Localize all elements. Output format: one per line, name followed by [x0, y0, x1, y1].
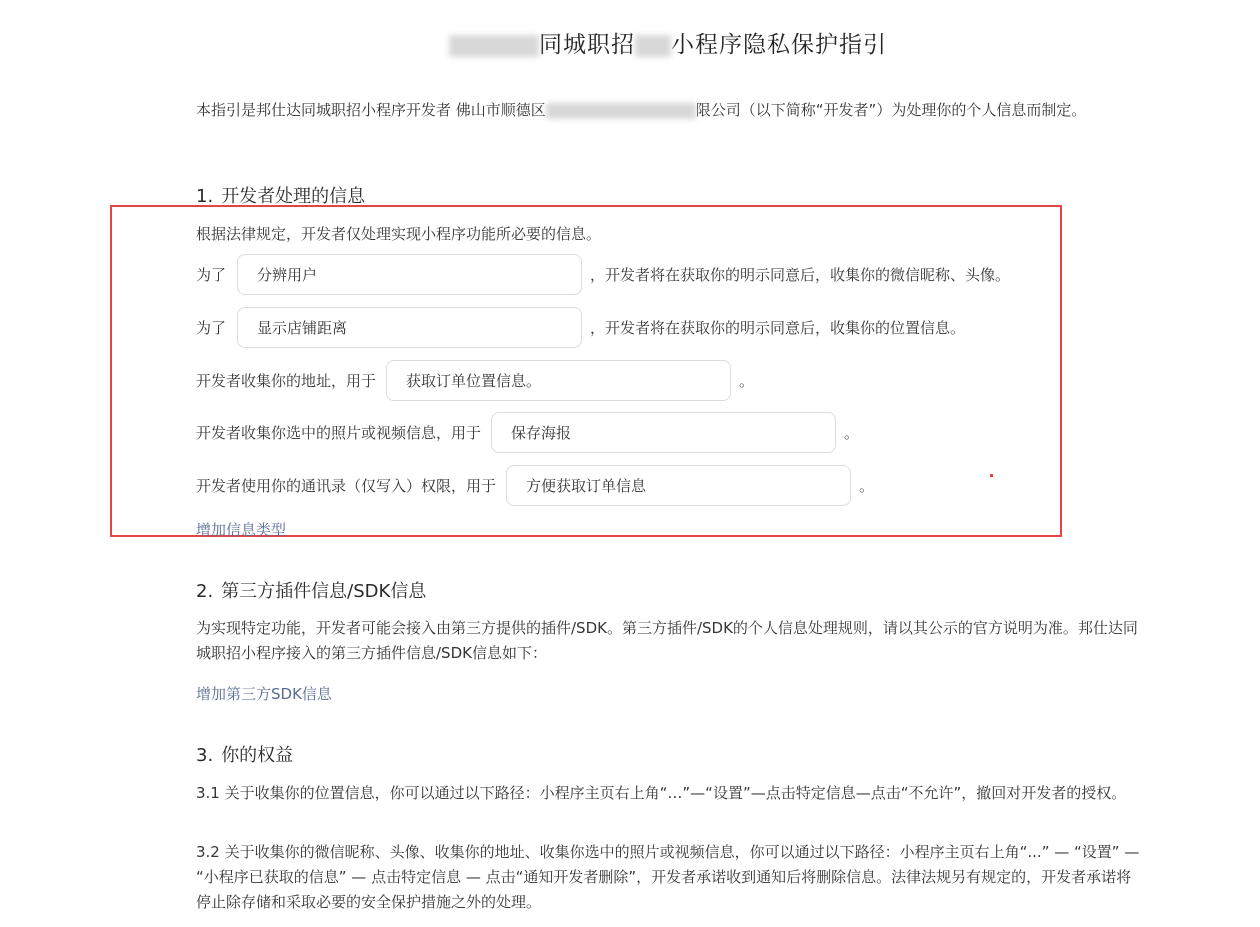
purpose-input-address[interactable]: [386, 360, 731, 401]
section-3-number: 3.: [196, 745, 214, 766]
section-3-paragraph-1: 3.1 关于收集你的位置信息，你可以通过以下路径：小程序主页右上角“…”—“设置”—点击特定信息—点击“不允许”，撤回对开发者的授权。: [196, 784, 1127, 802]
info-row-location: [196, 307, 965, 348]
purpose-input-nickname[interactable]: [237, 254, 582, 295]
info-row-nickname: [196, 254, 1010, 295]
row-prefix: 为了: [196, 319, 227, 337]
obscured-text: [635, 35, 671, 57]
annotation-dot: [990, 474, 993, 477]
add-sdk-info-link[interactable]: 增加第三方SDK信息: [196, 685, 332, 703]
obscured-text: [449, 35, 539, 57]
section-3-paragraph-2: 3.2 关于收集你的微信昵称、头像、收集你的地址、收集你选中的照片或视频信息，你可以通过以下路径：小程序主页右上角“...” — “设置” — “小程序已获取的信息” — 点击特定信息 — 点击“通知开发者删除”，开发者承诺收到通知后将删除信息。法律法规另有规定的，开发者承诺将停止除存储和采取必要的安全保护措施之外的处理。: [196, 843, 1140, 911]
purpose-input-value: 方便获取订单信息: [526, 477, 647, 495]
purpose-input-value: 获取订单位置信息。: [406, 372, 542, 390]
legal-note-text: 根据法律规定，开发者仅处理实现小程序功能所必要的信息。: [196, 225, 602, 243]
add-info-type-link[interactable]: 增加信息类型: [196, 521, 287, 539]
section-2-title: 第三方插件信息/SDK信息: [221, 581, 427, 602]
row-suffix: 。: [739, 372, 755, 390]
section-3-title: 你的权益: [221, 745, 294, 766]
row-prefix: 开发者收集你的地址，用于: [196, 372, 377, 390]
section-2-heading: [196, 577, 426, 603]
purpose-input-value: 显示店铺距离: [257, 319, 348, 337]
row-suffix: 。: [844, 424, 860, 442]
section-3-heading: [196, 741, 293, 767]
row-prefix: 开发者使用你的通讯录（仅写入）权限，用于: [196, 477, 497, 495]
intro-text-part1: 本指引是邦仕达同城职招小程序开发者 佛山市顺德区: [196, 101, 546, 119]
purpose-input-photos[interactable]: [491, 412, 836, 453]
obscured-company-name: [546, 103, 696, 119]
info-row-contacts: [196, 465, 874, 506]
section-2-number: 2.: [196, 581, 214, 602]
section-1-title: 开发者处理的信息: [221, 186, 366, 207]
intro-paragraph: [196, 98, 1126, 123]
purpose-input-value: 分辨用户: [257, 266, 318, 284]
section-1-number: 1.: [196, 186, 214, 207]
row-prefix: 为了: [196, 266, 227, 284]
section-2-body: 为实现特定功能，开发者可能会接入由第三方提供的插件/SDK。第三方插件/SDK的个人信息处理规则，请以其公示的官方说明为准。邦仕达同城职招小程序接入的第三方插件信息/SDK信息如下：: [196, 619, 1138, 662]
title-visible-part2: 小程序隐私保护指引: [671, 32, 887, 58]
page-title: [0, 26, 1260, 59]
row-suffix: ，开发者将在获取你的明示同意后，收集你的位置信息。: [590, 319, 966, 337]
purpose-input-contacts[interactable]: [506, 465, 851, 506]
row-prefix: 开发者收集你选中的照片或视频信息，用于: [196, 424, 482, 442]
purpose-input-value: 保存海报: [511, 424, 572, 442]
row-suffix: ，开发者将在获取你的明示同意后，收集你的微信昵称、头像。: [590, 266, 1011, 284]
info-row-address: [196, 360, 754, 401]
row-suffix: 。: [859, 477, 875, 495]
info-row-photos: [196, 412, 859, 453]
title-visible-part1: 同城职招: [539, 32, 635, 58]
intro-text-part2: 限公司（以下简称“开发者”）为处理你的个人信息而制定。: [695, 101, 1087, 119]
legal-note: [196, 223, 601, 244]
purpose-input-location[interactable]: [237, 307, 582, 348]
